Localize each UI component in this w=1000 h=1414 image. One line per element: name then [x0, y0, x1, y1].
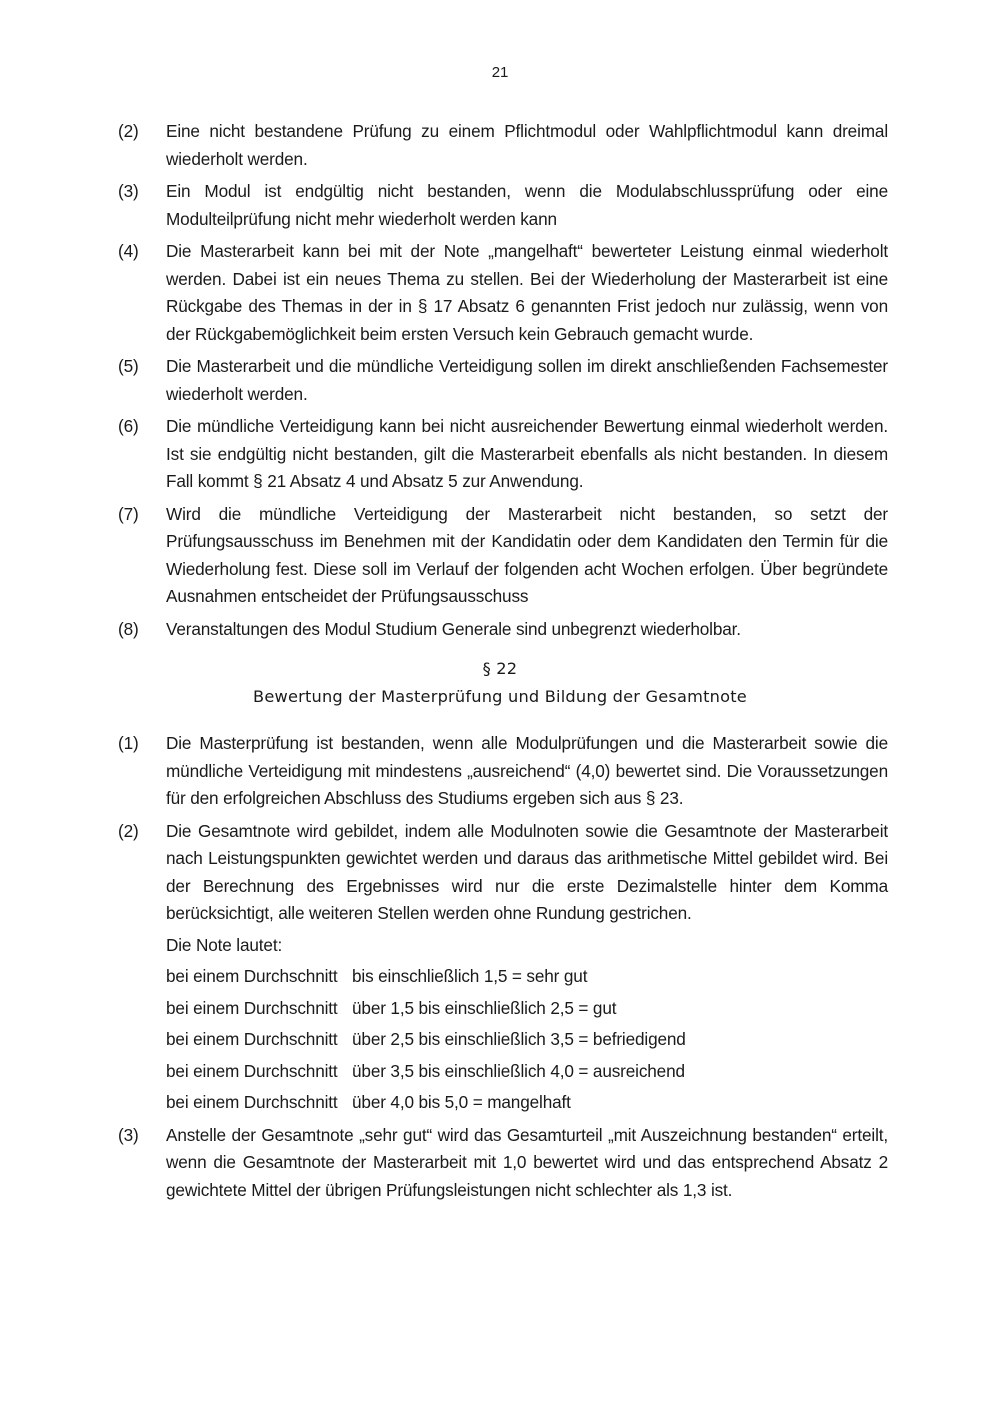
grade-range: über 2,5 bis einschließlich 3,5 = befriedigend: [352, 1029, 686, 1049]
paragraph-number: (2): [118, 121, 139, 141]
paragraph-text: Die mündliche Verteidigung kann bei nicht ausreichender Bewertung einmal wiederholt werden. Ist sie endgültig nicht bestanden, gilt die Masterarbeit ebenfalls als nicht bestanden. In diesem Fall kommt § 21 Absatz 4 und Absatz 5 zur Anwendung.: [166, 416, 888, 491]
grade-condition: bei einem Durchschnitt: [166, 997, 338, 1018]
paragraph-8: [118, 616, 888, 644]
paragraph-5: [118, 353, 888, 408]
paragraph-number: (8): [118, 618, 139, 639]
section-title: Bewertung der Masterprüfung und Bildung der Gesamtnote: [253, 687, 747, 706]
page-number: 21: [491, 64, 509, 81]
section-paragraph-3: [118, 1122, 888, 1205]
section-paragraph-1: [118, 730, 888, 813]
paragraph-number: (5): [118, 356, 139, 376]
paragraph-text: Veranstaltungen des Modul Studium Generale sind unbegrenzt wiederholbar.: [166, 618, 741, 639]
grade-intro: Die Note lautet:: [166, 934, 283, 955]
grade-condition: bei einem Durchschnitt: [166, 1060, 338, 1081]
paragraph-text: Die Masterarbeit kann bei mit der Note „mangelhaft“ bewerteter Leistung einmal wiederholt werden. Dabei ist ein neues Thema zu stellen. Bei der Wiederholung der Masterarbeit ist eine Rückgabe des Themas in der in § 17 Absatz 6 genannten Frist jedoch nur zulässig, wenn von der Rückgabemöglichkeit beim ersten Versuch kein Gebrauch gemacht wurde.: [166, 241, 888, 344]
paragraph-number: (4): [118, 241, 139, 261]
grade-row: [166, 963, 888, 991]
grade-range: über 4,0 bis 5,0 = mangelhaft: [352, 1092, 571, 1112]
grade-row: [166, 995, 888, 1023]
grade-range: über 3,5 bis einschließlich 4,0 = ausreichend: [352, 1060, 685, 1081]
top-paragraphs: [118, 118, 888, 648]
paragraph-number: (7): [118, 503, 139, 524]
paragraph-6: [118, 413, 888, 496]
paragraph-7: [118, 501, 888, 611]
paragraph-text: Wird die mündliche Verteidigung der Masterarbeit nicht bestanden, so setzt der Prüfungsausschuss im Benehmen mit der Kandidatin oder dem Kandidaten den Termin für die Wiederholung fest. Diese soll im Verlauf der folgenden acht Wochen erfolgen. Über begründete Ausnahmen entscheidet der Prüfungsausschuss: [166, 503, 888, 606]
paragraph-text: Ein Modul ist endgültig nicht bestanden, wenn die Modulabschlussprüfung oder eine Modulteilprüfung nicht mehr wiederholt werden kann: [166, 181, 888, 229]
paragraph-text: Eine nicht bestandene Prüfung zu einem Pflichtmodul oder Wahlpflichtmodul kann dreimal wiederholt werden.: [166, 121, 888, 169]
grade-condition: bei einem Durchschnitt: [166, 1029, 338, 1049]
paragraph-text: Die Masterprüfung ist bestanden, wenn alle Modulprüfungen und die Masterarbeit sowie die mündliche Verteidigung mit mindestens „ausreichend“ (4,0) bewertet sind. Die Voraussetzungen für den erfolgreichen Abschluss des Studiums ergeben sich aus § 23.: [166, 733, 888, 808]
grade-condition: bei einem Durchschnitt: [166, 966, 338, 986]
paragraph-body: [166, 818, 888, 1117]
paragraph-number: (2): [118, 820, 139, 841]
grade-range: über 1,5 bis einschließlich 2,5 = gut: [352, 997, 617, 1018]
grade-row: [166, 1089, 888, 1117]
section-number: § 22: [482, 659, 518, 678]
paragraph-text: Anstelle der Gesamtnote „sehr gut“ wird das Gesamturteil „mit Auszeichnung bestanden“ erteilt, wenn die Gesamtnote der Masterarbeit mit 1,0 bewertet wird und das entsprechend Absatz 2 gewichtete Mittel der übrigen Prüfungsleistungen nicht schlechter als 1,3 ist.: [166, 1124, 888, 1200]
grade-condition: bei einem Durchschnitt: [166, 1092, 338, 1112]
paragraph-text: Die Masterarbeit und die mündliche Verteidigung sollen im direkt anschließenden Fachsemester wiederholt werden.: [166, 356, 888, 404]
paragraph-number: (3): [118, 1124, 139, 1145]
paragraph-2: [118, 118, 888, 173]
section-paragraph-2: [118, 818, 888, 1117]
paragraph-number: (6): [118, 416, 139, 436]
paragraph-number: (3): [118, 181, 139, 201]
paragraph-number: (1): [118, 733, 139, 753]
paragraph-4: [118, 238, 888, 348]
paragraph-3: [118, 178, 888, 233]
section-paragraphs: [118, 730, 888, 1209]
paragraph-text: Die Gesamtnote wird gebildet, indem alle Modulnoten sowie die Gesamtnote der Masterarbeit nach Leistungspunkten gewichtet werden und daraus das arithmetische Mittel gebildet wird. Bei der Berechnung des Ergebnisses wird nur die erste Dezimalstelle hinter dem Komma berücksichtigt, alle weiteren Stellen werden ohne Rundung gestrichen.: [166, 820, 888, 923]
grade-row: [166, 1058, 888, 1086]
grade-range: bis einschließlich 1,5 = sehr gut: [352, 966, 588, 986]
grade-row: [166, 1026, 888, 1054]
